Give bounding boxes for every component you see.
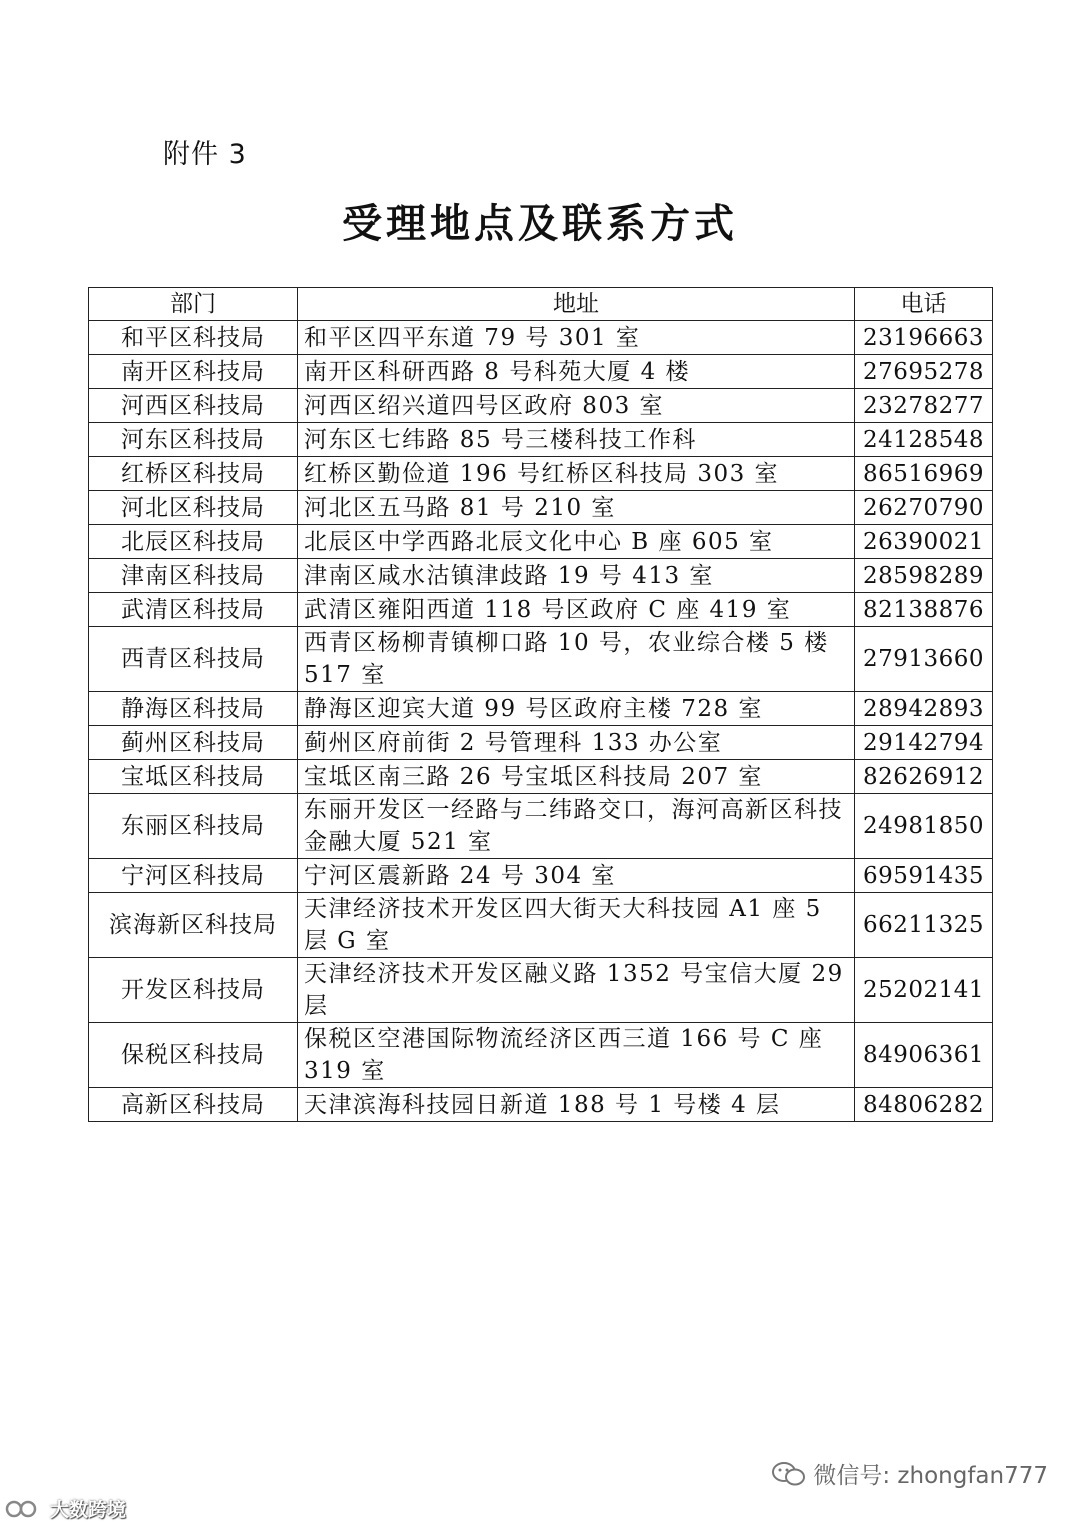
dept-cell: 红桥区科技局	[89, 457, 298, 491]
address-cell: 河东区七纬路 85 号三楼科技工作科	[298, 423, 855, 457]
phone-cell: 69591435	[855, 859, 993, 893]
dept-cell: 开发区科技局	[89, 958, 298, 1023]
address-cell: 保税区空港国际物流经济区西三道 166 号 C 座 319 室	[298, 1023, 855, 1088]
address-cell: 武清区雍阳西道 118 号区政府 C 座 419 室	[298, 593, 855, 627]
table-row	[89, 726, 993, 760]
dept-cell: 河西区科技局	[89, 389, 298, 423]
phone-cell: 27913660	[855, 627, 993, 692]
table-row	[89, 457, 993, 491]
brand-name-text: 大数跨境	[50, 1499, 127, 1521]
dept-cell: 武清区科技局	[89, 593, 298, 627]
brand-logo-icon	[4, 1499, 46, 1519]
address-cell: 静海区迎宾大道 99 号区政府主楼 728 室	[298, 692, 855, 726]
phone-cell: 24128548	[855, 423, 993, 457]
attachment-label: 附件 3	[163, 139, 247, 170]
address-cell: 宁河区震新路 24 号 304 室	[298, 859, 855, 893]
address-cell: 东丽开发区一经路与二纬路交口，海河高新区科技金融大厦 521 室	[298, 794, 855, 859]
table-row	[89, 893, 993, 958]
address-cell: 津南区咸水沽镇津歧路 19 号 413 室	[298, 559, 855, 593]
dept-cell: 滨海新区科技局	[89, 893, 298, 958]
table-row	[89, 627, 993, 692]
dept-cell: 河北区科技局	[89, 491, 298, 525]
column-header-phone: 电话	[855, 288, 993, 321]
address-cell: 天津滨海科技园日新道 188 号 1 号楼 4 层	[298, 1088, 855, 1122]
column-header-address: 地址	[298, 288, 855, 321]
dept-cell: 南开区科技局	[89, 355, 298, 389]
address-cell: 天津经济技术开发区四大街天大科技园 A1 座 5 层 G 室	[298, 893, 855, 958]
phone-cell: 84906361	[855, 1023, 993, 1088]
table-row	[89, 491, 993, 525]
phone-cell: 25202141	[855, 958, 993, 1023]
table-row	[89, 525, 993, 559]
table-row	[89, 355, 993, 389]
dept-cell: 西青区科技局	[89, 627, 298, 692]
table-row	[89, 760, 993, 794]
brand-watermark	[4, 1495, 126, 1522]
dept-cell: 宁河区科技局	[89, 859, 298, 893]
address-cell: 河西区绍兴道四号区政府 803 室	[298, 389, 855, 423]
table-row	[89, 423, 993, 457]
table-row	[89, 1023, 993, 1088]
phone-cell: 66211325	[855, 893, 993, 958]
phone-cell: 24981850	[855, 794, 993, 859]
table-body	[89, 321, 993, 1122]
address-cell: 西青区杨柳青镇柳口路 10 号，农业综合楼 5 楼 517 室	[298, 627, 855, 692]
phone-cell: 26390021	[855, 525, 993, 559]
contacts-table	[88, 287, 993, 1122]
phone-cell: 23196663	[855, 321, 993, 355]
phone-cell: 82138876	[855, 593, 993, 627]
table-row	[89, 794, 993, 859]
wechat-id-text: 微信号: zhongfan777	[813, 1463, 1048, 1489]
phone-cell: 28598289	[855, 559, 993, 593]
phone-cell: 86516969	[855, 457, 993, 491]
table-row	[89, 321, 993, 355]
phone-cell: 26270790	[855, 491, 993, 525]
phone-cell: 84806282	[855, 1088, 993, 1122]
page-title: 受理地点及联系方式	[342, 200, 738, 247]
table-row	[89, 958, 993, 1023]
table-row	[89, 559, 993, 593]
column-header-dept: 部门	[89, 288, 298, 321]
dept-cell: 津南区科技局	[89, 559, 298, 593]
wechat-watermark	[771, 1457, 1048, 1490]
dept-cell: 静海区科技局	[89, 692, 298, 726]
table-row	[89, 1088, 993, 1122]
dept-cell: 保税区科技局	[89, 1023, 298, 1088]
address-cell: 红桥区勤俭道 196 号红桥区科技局 303 室	[298, 457, 855, 491]
phone-cell: 27695278	[855, 355, 993, 389]
wechat-icon	[771, 1461, 807, 1487]
phone-cell: 23278277	[855, 389, 993, 423]
dept-cell: 和平区科技局	[89, 321, 298, 355]
dept-cell: 宝坻区科技局	[89, 760, 298, 794]
dept-cell: 蓟州区科技局	[89, 726, 298, 760]
address-cell: 蓟州区府前街 2 号管理科 133 办公室	[298, 726, 855, 760]
table-header-row	[89, 288, 993, 321]
dept-cell: 北辰区科技局	[89, 525, 298, 559]
address-cell: 天津经济技术开发区融义路 1352 号宝信大厦 29 层	[298, 958, 855, 1023]
address-cell: 和平区四平东道 79 号 301 室	[298, 321, 855, 355]
address-cell: 宝坻区南三路 26 号宝坻区科技局 207 室	[298, 760, 855, 794]
phone-cell: 28942893	[855, 692, 993, 726]
dept-cell: 东丽区科技局	[89, 794, 298, 859]
phone-cell: 29142794	[855, 726, 993, 760]
table-row	[89, 859, 993, 893]
dept-cell: 高新区科技局	[89, 1088, 298, 1122]
table-row	[89, 593, 993, 627]
table-row	[89, 692, 993, 726]
address-cell: 河北区五马路 81 号 210 室	[298, 491, 855, 525]
table-row	[89, 389, 993, 423]
address-cell: 南开区科研西路 8 号科苑大厦 4 楼	[298, 355, 855, 389]
dept-cell: 河东区科技局	[89, 423, 298, 457]
phone-cell: 82626912	[855, 760, 993, 794]
address-cell: 北辰区中学西路北辰文化中心 B 座 605 室	[298, 525, 855, 559]
